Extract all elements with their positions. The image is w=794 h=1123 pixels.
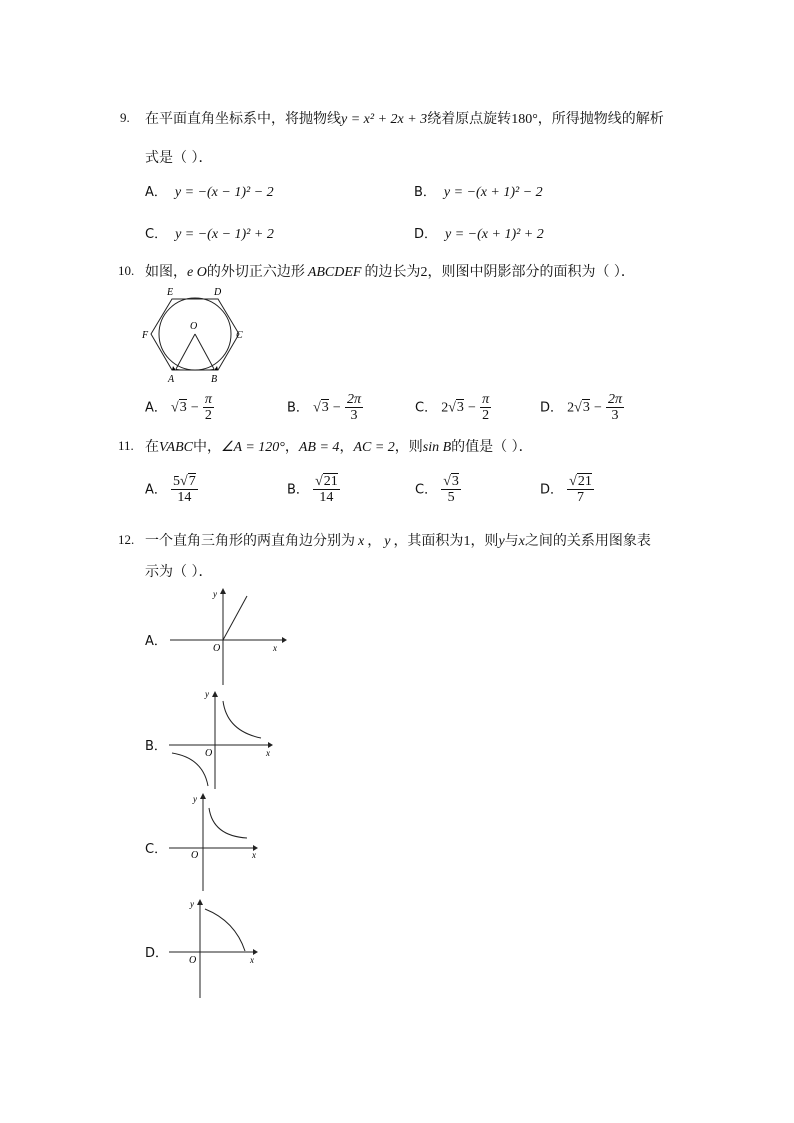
y-axis-arrow-icon xyxy=(200,793,206,799)
shaded-region-left xyxy=(172,366,176,370)
label-b: B xyxy=(211,374,218,385)
graph-curve xyxy=(205,909,245,951)
graph-b xyxy=(165,686,280,791)
origin-label: O xyxy=(189,955,197,966)
option-b[interactable]: B． y = −(x + 1)² − 2 xyxy=(414,185,543,200)
option-b[interactable]: B． xyxy=(145,739,167,754)
x-label: x xyxy=(273,643,277,653)
option-b[interactable]: B． $\frac{√21}{14}$ xyxy=(287,474,338,506)
label-a: A xyxy=(168,374,175,385)
option-a[interactable]: A． $\frac{5√7}{14}$ xyxy=(145,474,196,506)
option-c[interactable]: C． y = −(x − 1)² + 2 xyxy=(145,227,274,242)
option-a[interactable]: A． y = −(x − 1)² − 2 xyxy=(145,185,274,200)
shaded-region-right xyxy=(214,366,218,370)
formula: y = x² + 2x + 3 xyxy=(341,112,428,127)
question-stem-line2: 式是（ ）． xyxy=(145,150,213,166)
question-stem: 一个直角三角形的两直角边分别为 x ， y ，其面积为1，则y与x之间的关系用图象表 xyxy=(145,533,651,549)
question-stem-line2: 示为（ ）． xyxy=(145,564,213,580)
option-d[interactable]: D． y = −(x + 1)² + 2 xyxy=(414,227,544,242)
x-label: x xyxy=(266,748,270,758)
option-c[interactable]: C． xyxy=(145,842,168,857)
label-d: D xyxy=(214,287,222,298)
graph-curve-negative xyxy=(172,753,208,786)
option-b[interactable]: B． √3 − $\frac{2\pi}{3}$ xyxy=(287,392,361,424)
graph-d xyxy=(165,895,265,1000)
label-e: E xyxy=(167,287,174,298)
x-label: x xyxy=(252,850,256,860)
question-number: 10. xyxy=(118,263,135,278)
question-number: 12. xyxy=(118,532,135,547)
y-label: y xyxy=(213,589,217,599)
option-a[interactable]: A． xyxy=(145,634,167,649)
question-number: 9. xyxy=(120,110,130,125)
y-axis-arrow-icon xyxy=(197,899,203,905)
origin-label: O xyxy=(191,850,199,861)
radius-ob xyxy=(195,334,214,369)
graph-a xyxy=(165,585,290,688)
option-a[interactable]: A． √3 − $\frac{\pi}{2}$ xyxy=(145,392,212,424)
y-label: y xyxy=(205,689,209,699)
label-c: C xyxy=(236,330,243,341)
option-d[interactable]: D． 2√3 − $\frac{2\pi}{3}$ xyxy=(540,392,623,424)
x-label: x xyxy=(250,955,254,965)
option-d[interactable]: D． $\frac{√21}{7}$ xyxy=(540,474,592,506)
y-label: y xyxy=(190,899,194,909)
graph-c xyxy=(165,790,265,893)
graph-curve xyxy=(209,808,247,838)
question-number: 11. xyxy=(118,438,134,453)
origin-label: O xyxy=(213,643,221,654)
label-f: F xyxy=(142,330,149,341)
graph-curve xyxy=(223,701,261,738)
option-c[interactable]: C． 2√3 − $\frac{\pi}{2}$ xyxy=(415,392,490,424)
option-c[interactable]: C． $\frac{√3}{5}$ xyxy=(415,474,459,506)
question-stem: 在VABC中，∠A = 120°，AB = 4，AC = 2，则sin B的值是（ ）． xyxy=(145,439,533,455)
label-o: O xyxy=(190,321,198,332)
y-label: y xyxy=(193,794,197,804)
graph-curve xyxy=(223,596,247,640)
option-d[interactable]: D． xyxy=(145,946,169,961)
question-stem: 在平面直角坐标系中，将抛物线y = x² + 2x + 3绕着原点旋转180°，所得抛物线的解析 xyxy=(145,111,664,127)
hexagon-figure xyxy=(140,282,250,388)
x-axis-arrow-icon xyxy=(282,637,287,643)
y-axis-arrow-icon xyxy=(220,588,226,594)
origin-label: O xyxy=(205,748,213,759)
radius-oa xyxy=(176,334,195,369)
y-axis-arrow-icon xyxy=(212,691,218,697)
question-stem: 如图，e O的外切正六边形 ABCDEF 的边长为2，则图中阴影部分的面积为（ ）． xyxy=(145,264,635,280)
